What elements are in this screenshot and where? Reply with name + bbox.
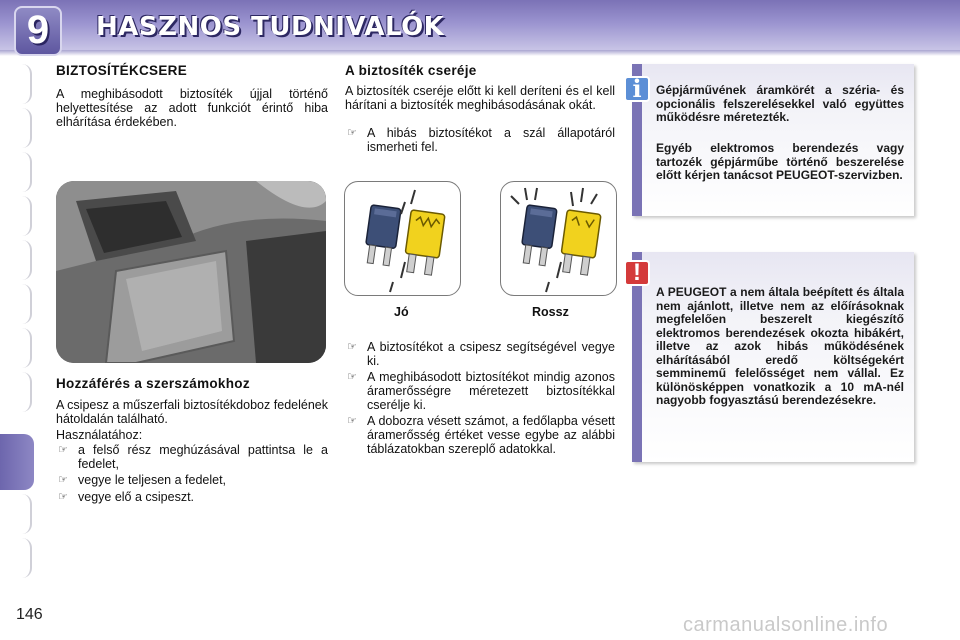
access-paragraph: A csipesz a műszerfali biztosítékdoboz fedelének hátoldalán található. xyxy=(56,398,328,426)
bullet-arrow-icon: ☞ xyxy=(347,415,357,427)
bullet-arrow-icon: ☞ xyxy=(58,444,68,456)
bad-fuse-label: Rossz xyxy=(532,305,569,319)
page-title: HASZNOS TUDNIVALÓK xyxy=(96,12,445,42)
bullet-arrow-icon: ☞ xyxy=(58,491,68,503)
list-item: ☞ A dobozra vésett számot, a fedőlapba vésett áramerősség értéket vesse egybe az alábbi táblázatokban szereplő adatokkal. xyxy=(347,414,615,456)
chapter-tab[interactable] xyxy=(4,240,32,280)
list-item: ☞ A meghibásodott biztosítékot mindig azonos áramerősségre méretezett biztosítékkal cserélje ki. xyxy=(347,370,615,412)
watermark: carmanualsonline.info xyxy=(683,614,889,636)
bullet-arrow-icon: ☞ xyxy=(58,474,68,486)
chapter-badge: 9 xyxy=(14,6,62,56)
warning-note-text: A PEUGEOT a nem általa beépített és általa nem ajánlott, illetve nem az előírásoknak megfelelően beszerelt kiegészítő elektromos berendezések okozta hibákért, illetve az azok hibás működésének elhárításából eredő költségekért semminemű felelősséget nem vállal. Ez különösképpen vonatkozik a 10 mA-nél nagyobb fogyasztású berendezésekre. xyxy=(656,285,904,407)
list-item: ☞ vegye elő a csipeszt. xyxy=(58,490,195,504)
list-item: ☞ a felső rész meghúzásával pattintsa le a fedelet, xyxy=(58,443,328,471)
good-fuse-icon xyxy=(345,182,460,295)
good-fuse-illustration xyxy=(344,181,461,296)
bullet-arrow-icon: ☞ xyxy=(347,341,357,353)
list-item: ☞ vegye le teljesen a fedelet, xyxy=(58,473,227,487)
page-number: 146 xyxy=(16,606,43,623)
list-item: ☞ A hibás biztosítékot a szál állapotáról ismerheti fel. xyxy=(347,126,615,154)
chapter-tab[interactable] xyxy=(4,196,32,236)
chapter-tab[interactable] xyxy=(4,108,32,148)
chapter-tab[interactable] xyxy=(4,494,32,534)
chapter-tab[interactable] xyxy=(4,538,32,578)
info-note-text-1: Gépjárművének áramkörét a széria- és opcionális felszerelésekkel való együttes működésre méretezték. xyxy=(656,83,904,124)
dashboard-fuse-box-photo xyxy=(56,181,326,363)
info-note-text-2: Egyéb elektromos berendezés vagy tartozék gépjárműbe történő beszerelése előtt kérjen tanácsot PEUGEOT-szervizben. xyxy=(656,141,904,182)
intro-paragraph: A meghibásodott biztosíték újjal történő helyettesítése az adott funkciót érintő hiba elhárítása érdekében. xyxy=(56,87,328,129)
chapter-tab[interactable] xyxy=(4,372,32,412)
warning-note-box xyxy=(632,252,914,462)
warning-icon: ! xyxy=(624,260,650,286)
usage-label: Használatához: xyxy=(56,428,143,442)
chapter-tab[interactable] xyxy=(4,152,32,192)
dashboard-photo-illustration xyxy=(56,181,326,363)
bad-fuse-icon xyxy=(501,182,616,295)
header-shadow xyxy=(0,50,960,56)
list-item: ☞ A biztosítékot a csipesz segítségével vegye ki. xyxy=(347,340,615,368)
section-title-fuse-replacement: BIZTOSÍTÉKCSERE xyxy=(56,63,188,78)
bad-fuse-illustration xyxy=(500,181,617,296)
chapter-tabs xyxy=(0,64,34,576)
section-title-tool-access: Hozzáférés a szerszámokhoz xyxy=(56,376,250,391)
chapter-tab[interactable] xyxy=(4,284,32,324)
bullet-arrow-icon: ☞ xyxy=(347,127,357,139)
info-icon: i xyxy=(624,76,650,102)
fuse-change-intro: A biztosíték cseréje előtt ki kell deríteni és el kell hárítani a biztosíték meghibásodásának okát. xyxy=(345,84,615,112)
bullet-arrow-icon: ☞ xyxy=(347,371,357,383)
chapter-tab[interactable] xyxy=(4,328,32,368)
section-title-fuse-change: A biztosíték cseréje xyxy=(345,63,477,78)
chapter-tab[interactable] xyxy=(4,64,32,104)
chapter-tab-active[interactable] xyxy=(0,434,34,490)
good-fuse-label: Jó xyxy=(394,305,409,319)
info-note-box xyxy=(632,64,914,216)
